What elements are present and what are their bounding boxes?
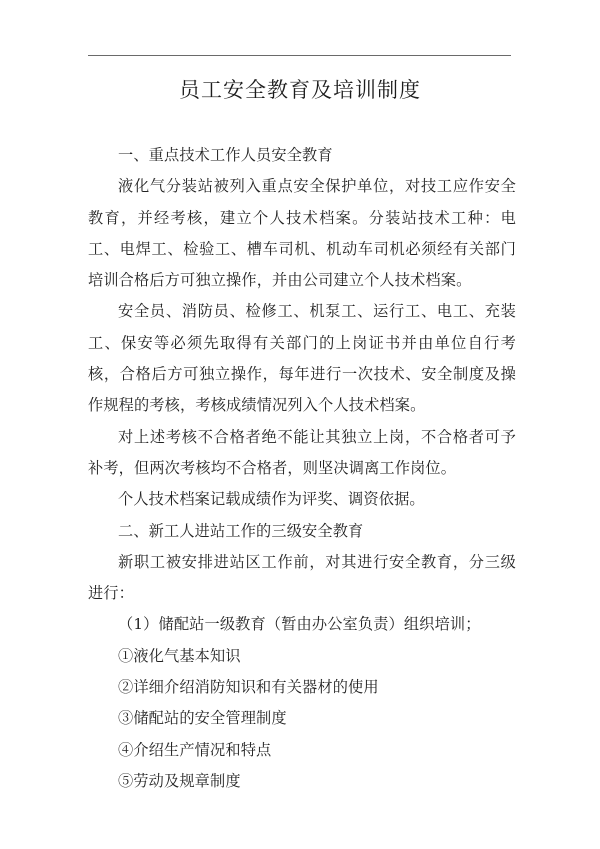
- list-item: ③储配站的安全管理制度: [118, 709, 287, 728]
- paragraph-safety-personnel: 安全员、消防员、检修工、机泵工、运行工、电工、充装工、保安等必须先取得有关部门的上岗证书并由单位自行考核，合格后方可独立操作，每年进行一次技术、安全制度及操作规程的考核，考核成绩情况列入个人技术档案。: [88, 302, 516, 415]
- list-item: ④介绍生产情况和特点: [118, 740, 272, 759]
- level1-education-title: （1）储配站一级教育（暂由办公室负责）组织培训；: [118, 615, 481, 634]
- paragraph-technical-staff: 液化气分装站被列入重点安全保护单位，对技工应作安全教育，并经考核，建立个人技术档案。分装站技术工种：电工、电焊工、检验工、槽车司机、机动车司机必须经有关部门培训合格后方可独立操作，并由公司建立个人技术档案。: [88, 177, 516, 290]
- paragraph-failed-assessment: 对上述考核不合格者绝不能让其独立上岗，不合格者可予补考，但两次考核均不合格者，则坚决调离工作岗位。: [88, 427, 516, 477]
- section-heading-2: 二、新工人进站工作的三级安全教育: [118, 521, 364, 540]
- section-heading-1: 一、重点技术工作人员安全教育: [118, 146, 333, 164]
- paragraph-new-staff-intro: 新职工被安排进站区工作前，对其进行安全教育，分三级进行：: [88, 552, 516, 603]
- paragraph-records-usage: 个人技术档案记载成绩作为评奖、调资依据。: [118, 490, 425, 509]
- list-item: ⑤劳动及规章制度: [118, 771, 241, 790]
- document-title: 员工安全教育及培训制度: [179, 78, 421, 102]
- list-item: ②详细介绍消防知识和有关器材的使用: [118, 678, 379, 697]
- list-item: ①液化气基本知识: [118, 646, 241, 665]
- header-rule: [88, 55, 511, 56]
- document-body: [88, 140, 516, 797]
